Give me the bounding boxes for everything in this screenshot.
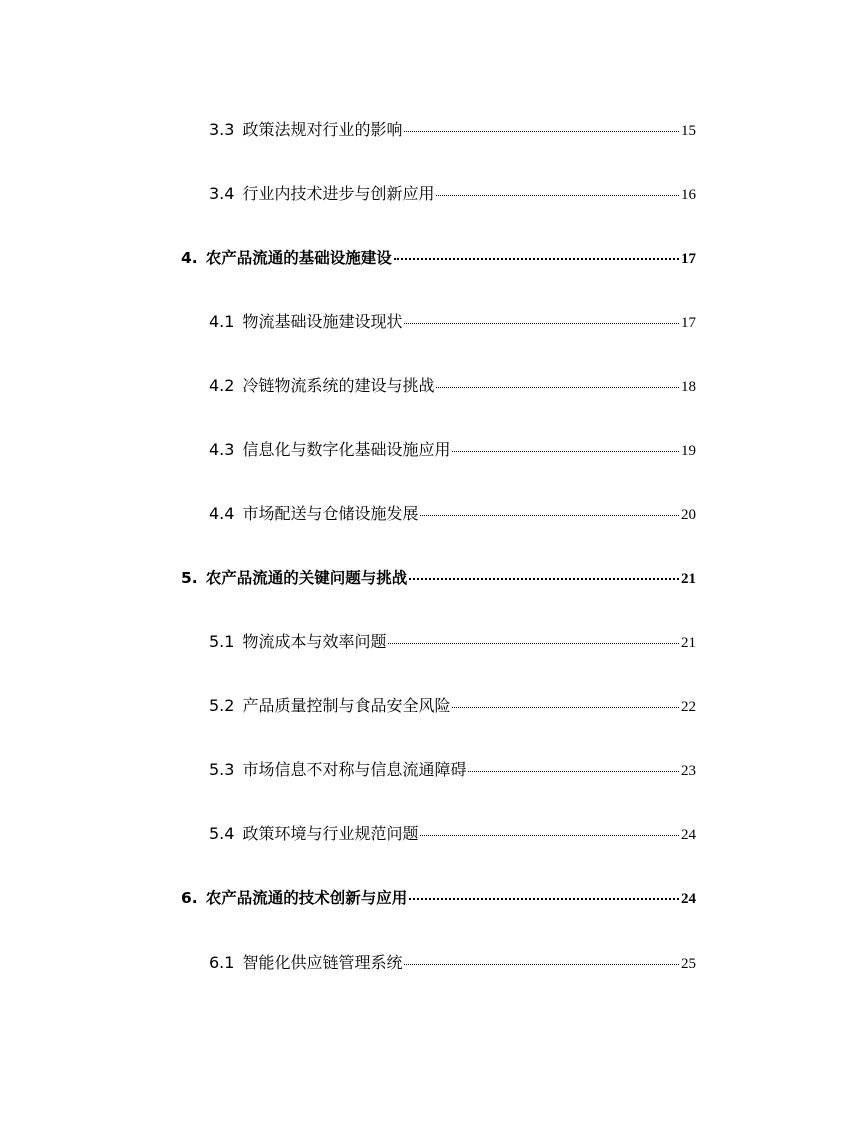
toc-entry-title: 智能化供应链管理系统 [242,953,403,972]
toc-chapter-4[interactable] [181,243,696,273]
toc-dot-leader [404,963,679,965]
toc-dot-leader [409,577,679,580]
toc-dot-leader [436,386,679,388]
toc-chapter-5[interactable] [181,563,696,593]
toc-entry-6-1[interactable] [209,948,696,978]
toc-dot-leader [420,514,679,516]
toc-entry-page: 17 [681,251,696,267]
toc-entry-title: 农产品流通的基础设施建设 [205,249,392,267]
toc-entry-page: 21 [681,635,696,651]
toc-dot-leader [436,194,679,196]
toc-entry-title: 冷链物流系统的建设与挑战 [242,376,435,395]
toc-entry-number: 4. [181,249,198,267]
toc-dot-leader [394,257,679,260]
toc-entry-3-3[interactable] [209,115,696,145]
toc-dot-leader [404,130,679,132]
toc-entry-page: 16 [681,187,696,203]
toc-entry-number: 4.3 [209,440,235,459]
toc-dot-leader [468,770,679,772]
toc-entry-number: 5.1 [209,632,235,651]
toc-entry-title: 政策法规对行业的影响 [242,120,403,139]
toc-dot-leader [409,897,679,900]
toc-entry-page: 17 [681,315,696,331]
toc-entry-page: 23 [681,763,696,779]
toc-entry-4-1[interactable] [209,307,696,337]
toc-dot-leader [452,706,679,708]
toc-entry-number: 3.4 [209,184,235,203]
toc-entry-page: 22 [681,699,696,715]
toc-entry-page: 21 [681,571,696,587]
toc-entry-number: 5.2 [209,696,235,715]
toc-entry-page: 18 [681,379,696,395]
toc-entry-number: 5.3 [209,760,235,779]
toc-entry-title: 政策环境与行业规范问题 [242,824,419,843]
toc-entry-number: 5. [181,569,198,587]
toc-entry-title: 物流基础设施建设现状 [242,312,403,331]
toc-entry-4-4[interactable] [209,499,696,529]
toc-dot-leader [420,834,679,836]
toc-entry-number: 5.4 [209,824,235,843]
toc-entry-5-3[interactable] [209,755,696,785]
toc-entry-5-4[interactable] [209,819,696,849]
toc-dot-leader [452,450,679,452]
toc-entry-title: 市场信息不对称与信息流通障碍 [242,760,467,779]
toc-entry-page: 25 [681,956,696,972]
toc-entry-number: 4.4 [209,504,235,523]
toc-entry-title: 市场配送与仓储设施发展 [242,504,419,523]
toc-entry-number: 4.1 [209,312,235,331]
toc-entry-page: 15 [681,123,696,139]
toc-entry-4-3[interactable] [209,435,696,465]
toc-entry-title: 信息化与数字化基础设施应用 [242,440,451,459]
toc-entry-number: 6.1 [209,953,235,972]
toc-entry-title: 农产品流通的技术创新与应用 [205,889,408,907]
toc-entry-page: 19 [681,443,696,459]
toc-chapter-6[interactable] [181,883,696,913]
toc-entry-title: 行业内技术进步与创新应用 [242,184,435,203]
toc-entry-title: 物流成本与效率问题 [242,632,387,651]
toc-entry-title: 产品质量控制与食品安全风险 [242,696,451,715]
toc-entry-page: 24 [681,827,696,843]
toc-entry-page: 20 [681,507,696,523]
toc-entry-title: 农产品流通的关键问题与挑战 [205,569,408,587]
toc-dot-leader [404,322,679,324]
toc-entry-5-2[interactable] [209,691,696,721]
toc-entry-4-2[interactable] [209,371,696,401]
toc-entry-3-4[interactable] [209,179,696,209]
toc-entry-5-1[interactable] [209,627,696,657]
toc-entry-number: 4.2 [209,376,235,395]
toc-entry-page: 24 [681,891,696,907]
toc-entry-number: 6. [181,889,198,907]
toc-entry-number: 3.3 [209,120,235,139]
toc-dot-leader [388,642,679,644]
